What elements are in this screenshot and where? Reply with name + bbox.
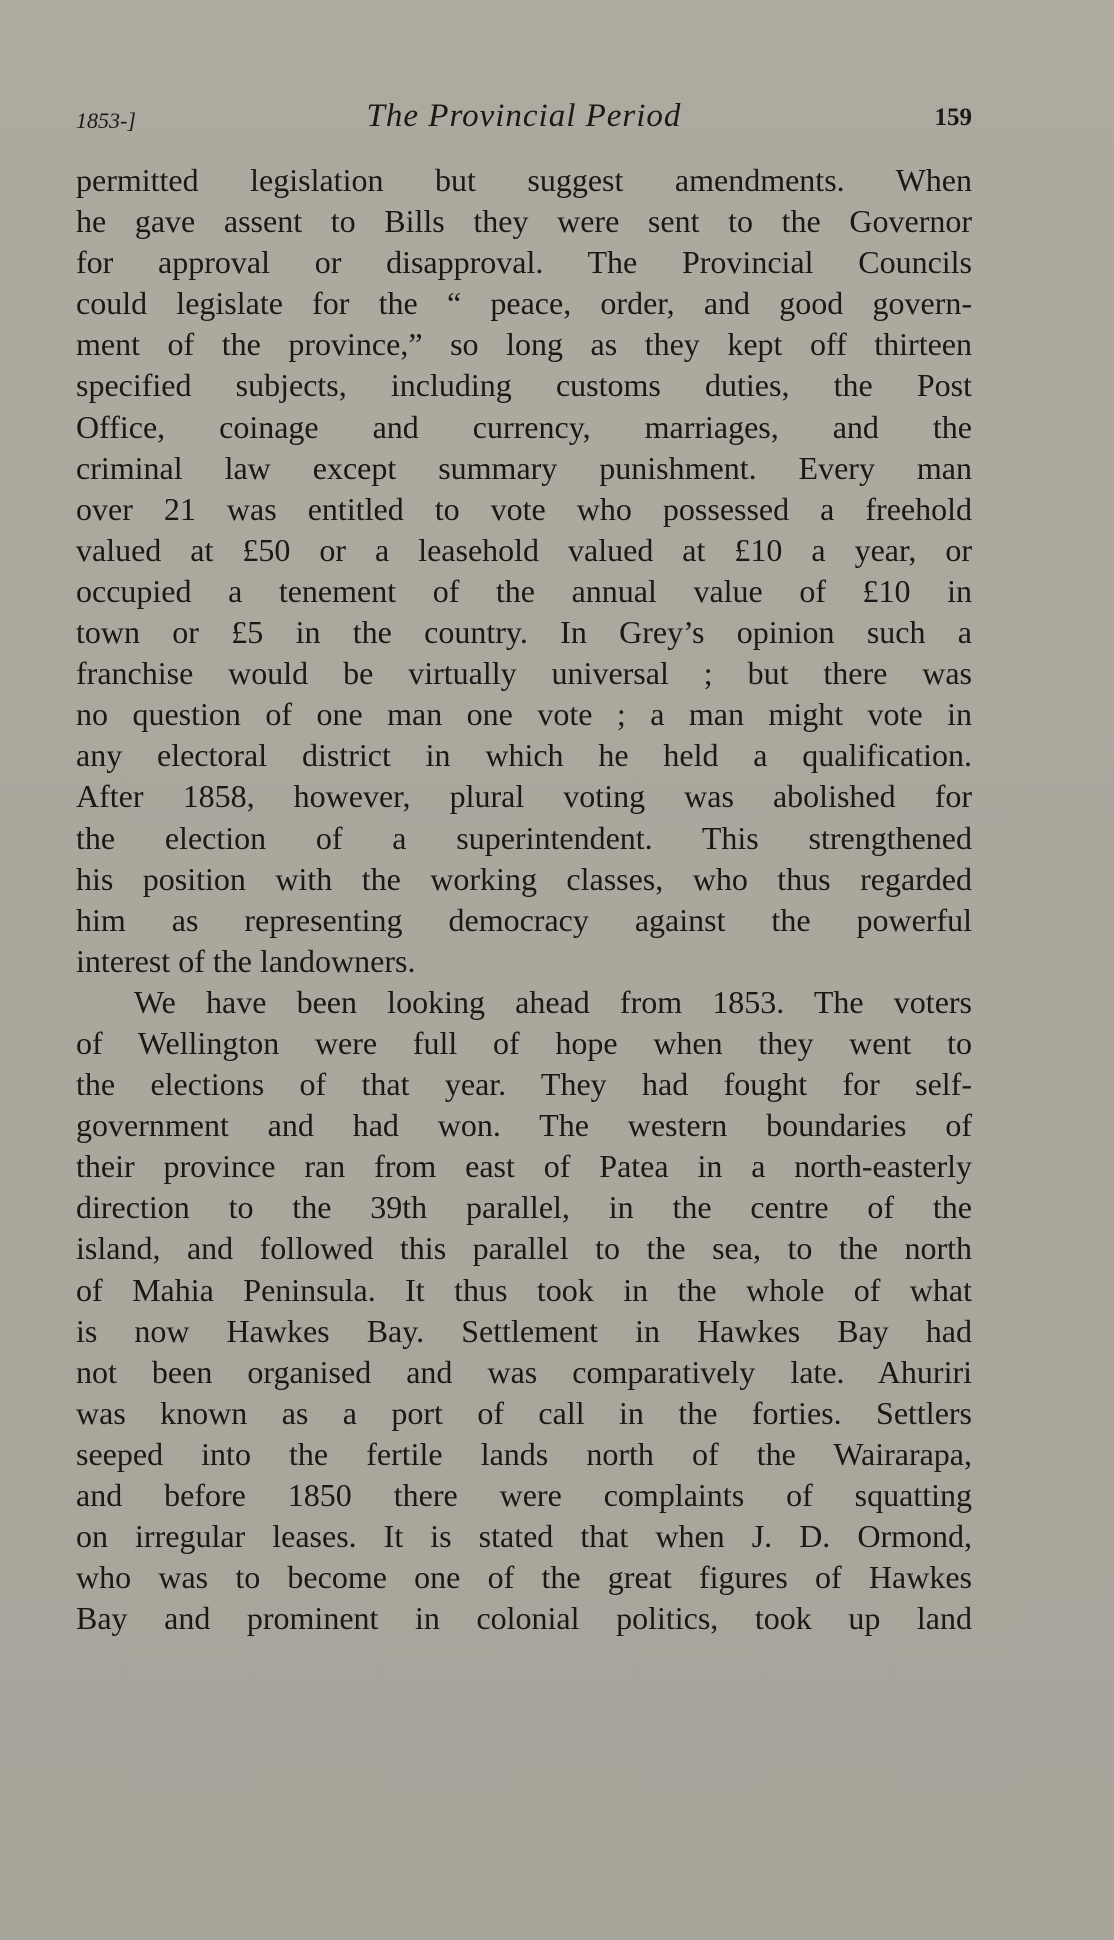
text-line: seeped into the fertile lands north of the Wairarapa, (76, 1435, 972, 1472)
text-line: no question of one man one vote ; a man might vote in (76, 696, 972, 733)
text-line: their province ran from east of Patea in a north-easterly (76, 1148, 972, 1185)
page-number: 159 (934, 104, 972, 131)
text-line: on irregular leases. It is stated that when J. D. Ormond, (76, 1518, 972, 1555)
text-line: the elections of that year. They had fought for self- (76, 1066, 972, 1103)
text-line: for approval or disapproval. The Provincial Councils (76, 244, 972, 281)
text-line: franchise would be virtually universal ; but there was (76, 655, 972, 692)
text-line: island, and followed this parallel to the sea, to the north (76, 1230, 972, 1267)
body-text (76, 160, 972, 1639)
text-line: Office, coinage and currency, marriages, and the (76, 408, 972, 445)
text-line: the election of a superintendent. This strengthened (76, 819, 972, 856)
text-line: town or £5 in the country. In Grey’s opinion such a (76, 614, 972, 651)
text-line: of Wellington were full of hope when they went to (76, 1024, 972, 1061)
text-line: government and had won. The western boundaries of (76, 1107, 972, 1144)
text-line: direction to the 39th parallel, in the centre of the (76, 1189, 972, 1226)
text-line: After 1858, however, plural voting was abolished for (76, 778, 972, 815)
text-line: We have been looking ahead from 1853. The voters (134, 983, 972, 1020)
running-head (76, 98, 972, 142)
header-title: The Provincial Period (366, 98, 682, 134)
text-line: valued at £50 or a leasehold valued at £10 a year, or (76, 531, 972, 568)
text-line: him as representing democracy against the powerful (76, 901, 972, 938)
text-line: over 21 was entitled to vote who possessed a freehold (76, 490, 972, 527)
text-line: not been organised and was comparatively late. Ahuriri (76, 1353, 972, 1390)
text-line: and before 1850 there were complaints of squatting (76, 1477, 972, 1513)
text-line: permitted legislation but suggest amendments. When (76, 162, 972, 198)
text-line: criminal law except summary punishment. Every man (76, 449, 972, 486)
text-line: was known as a port of call in the forties. Settlers (76, 1394, 972, 1431)
text-line: is now Hawkes Bay. Settlement in Hawkes Bay had (76, 1312, 972, 1349)
text-line: occupied a tenement of the annual value of £10 in (76, 572, 972, 609)
text-line: his position with the working classes, who thus regarded (76, 860, 972, 897)
text-line: ment of the province,” so long as they kept off thirteen (76, 326, 972, 363)
text-line: who was to become one of the great figures of Hawkes (76, 1559, 972, 1596)
text-line: any electoral district in which he held a qualification. (76, 737, 972, 774)
text-line: he gave assent to Bills they were sent to the Governor (76, 203, 972, 240)
text-line: of Mahia Peninsula. It thus took in the whole of what (76, 1271, 972, 1308)
text-line: could legislate for the “ peace, order, and good govern- (76, 285, 972, 322)
header-date: 1853-] (76, 108, 136, 133)
text-line: Bay and prominent in colonial politics, took up land (76, 1600, 972, 1637)
text-line: specified subjects, including customs duties, the Post (76, 367, 972, 404)
text-line: interest of the landowners. (76, 942, 416, 979)
